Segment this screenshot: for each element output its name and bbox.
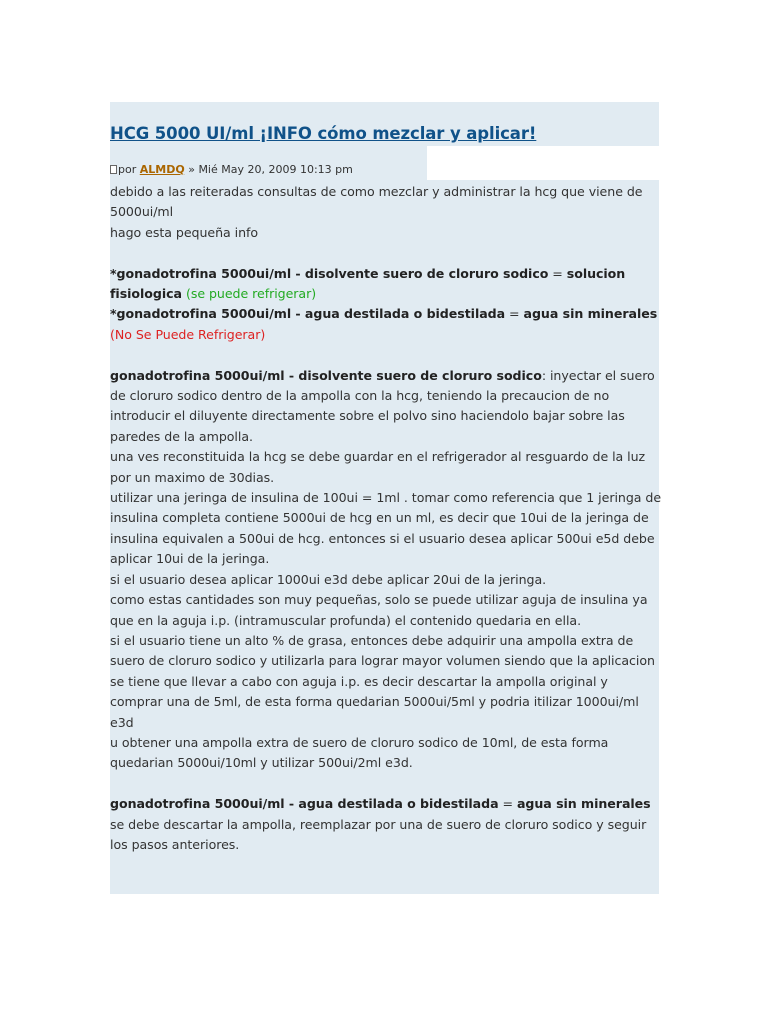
option-2-bold: *gonadotrofina 5000ui/ml - agua destilada o bidestilada [110,306,506,322]
intro-line-2: hago esta pequeña info [110,224,259,240]
white-area [427,146,659,180]
option-2 [110,304,662,345]
section-2-heading-2: agua sin minerales [516,796,651,812]
section-2 [110,794,662,855]
section-1-para-6: u obtener una ampolla extra de suero de cloruro sodico de 10ml, de esta forma quedarian 5000ui/10ml y utilizar 500ui/2ml e3d. [110,734,609,771]
option-2-eq: = [505,306,524,322]
section-1-first-text: : inyectar el suero de cloruro sodico dentro de la ampolla con la hcg, teniendo la precaucion de no introducir el diluyente directamente sobre el polvo sino haciendolo bajar sobre las paredes de la ampolla. [110,367,655,444]
by-prefix: por [118,163,137,176]
section-2-eq: = [498,796,517,812]
section-1-para-5: si el usuario tiene un alto % de grasa, entonces debe adquirir una ampolla extra de suero de cloruro sodico y utilizarla para lograr mayor volumen siendo que la aplicacion se tiene que llevar a cabo con aguja i.p. es decir descartar la ampolla original y comprar una de 5ml, de esta forma quedarian 5000ui/5ml y podria itilizar 1000ui/ml e3d [110,632,655,730]
intro-line-1: debido a las reiteradas consultas de como mezclar y administrar la hcg que viene de 5000ui/ml [110,184,643,220]
forum-post [110,102,662,894]
section-1-para-4: como estas cantidades son muy pequeñas, solo se puede utilizar aguja de insulina ya que en la aguja i.p. (intramuscular profunda) el contenido quedaria en ella. [110,592,648,628]
option-2-bold-2: agua sin minerales [523,306,658,322]
author-link[interactable]: ALMDQ [139,163,185,176]
date-separator: » [188,163,195,176]
post-title-link[interactable]: HCG 5000 UI/ml ¡INFO cómo mezclar y aplicar! [110,124,537,143]
post-date: Mié May 20, 2009 10:13 pm [198,163,353,176]
section-1-intro [110,366,662,448]
option-2-note: (No Se Puede Refrigerar) [110,326,266,342]
section-2-heading: gonadotrofina 5000ui/ml - agua destilada o bidestilada [110,796,499,812]
section-1-para-2: utilizar una jeringa de insulina de 100ui = 1ml . tomar como referencia que 1 jeringa de insulina completa contiene 5000ui de hcg en un ml, es decir que 10ui de la jeringa de insulina equivalen a 500ui de hcg. entonces si el usuario desea aplicar 500ui e5d debe aplicar 10ui de la jeringa. [110,490,662,567]
option-1-bold: *gonadotrofina 5000ui/ml - disolvente suero de cloruro sodico [110,265,549,281]
section-2-text: se debe descartar la ampolla, reemplazar por una de suero de cloruro sodico y seguir los pasos anteriores. [110,816,647,852]
section-1-heading: gonadotrofina 5000ui/ml - disolvente suero de cloruro sodico [110,367,542,383]
section-1-para-1: una ves reconstituida la hcg se debe guardar en el refrigerador al resguardo de la luz por un maximo de 30dias. [110,449,646,485]
post-icon [110,165,117,174]
post-content [110,182,662,855]
section-1-para-3: si el usuario desea aplicar 1000ui e3d debe aplicar 20ui de la jeringa. [110,571,547,587]
option-1-note: (se puede refrigerar) [185,286,317,302]
option-1-bold-2: solucion fisiologica [110,265,626,302]
option-1 [110,264,662,305]
option-1-eq: = [548,265,567,281]
post-author-line [110,163,353,176]
